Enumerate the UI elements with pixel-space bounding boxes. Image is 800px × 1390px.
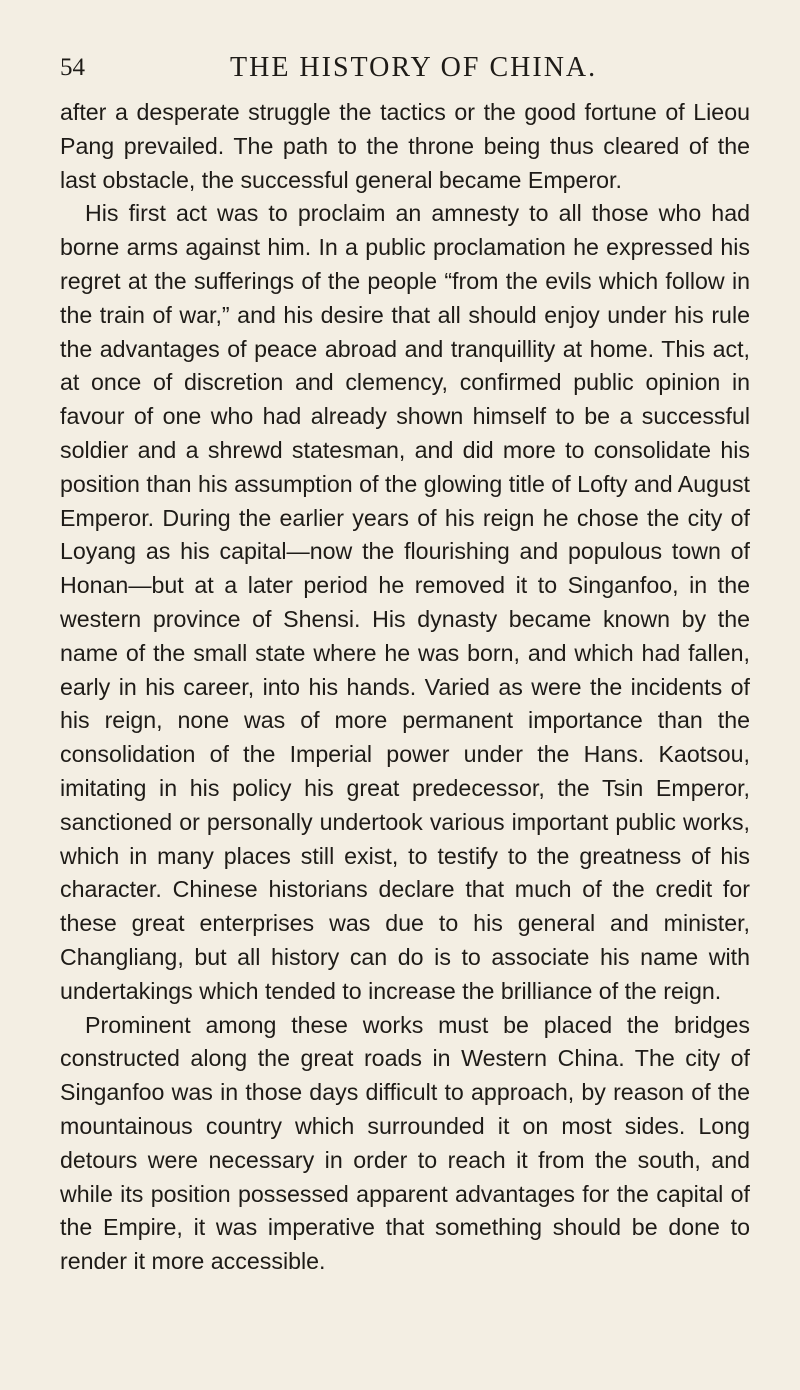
running-head bbox=[0, 48, 800, 88]
running-title: THE HISTORY OF CHINA. bbox=[230, 52, 598, 83]
paragraph-amnesty: His first act was to proclaim an amnesty to all those who had borne arms against him. In a public proclamation he expressed his regret at the sufferings of the people “from the evils which follow in the train of war,” and his desire that all should enjoy under his rule the advantages of peace abroad and tranquillity at home. This act, at once of discretion and clemency, confirmed public opinion in favour of one who had already shown himself to be a successful soldier and a shrewd statesman, and did more to consolidate his position than his assumption of the glowing title of Lofty and August Emperor. During the earlier years of his reign he chose the city of Loyang as his capital—now the flourishing and populous town of Honan—but at a later period he removed it to Singanfoo, in the western province of Shensi. His dynasty became known by the name of the small state where he was born, and which had fallen, early in his career, into his hands. Varied as were the incidents of his reign, none was of more permanent importance than the consolidation of the Imperial power under the Hans. Kaotsou, imitating in his policy his great predecessor, the Tsin Emperor, sanctioned or personally undertook various important public works, which in many places still exist, to testify to the greatness of his character. Chinese historians declare that much of the credit for these great enterprises was due to his general and minister, Changliang, but all history can do is to associate his name with undertakings which tended to increase the brilliance of the reign. bbox=[60, 200, 750, 1004]
body-text bbox=[60, 96, 750, 1279]
page-number: 54 bbox=[60, 54, 85, 81]
paragraph-continued: after a desperate struggle the tactics or the good fortune of Lieou Pang prevailed. The path to the throne being thus cleared of the last obstacle, the successful general became Emperor. bbox=[60, 99, 750, 193]
paragraph-bridges: Prominent among these works must be placed the bridges constructed along the great roads in Western China. The city of Singanfoo was in those days difficult to approach, by reason of the mountainous country which surrounded it on most sides. Long detours were necessary in order to reach it from the south, and while its position possessed apparent advantages for the capital of the Empire, it was imperative that something should be done to render it more accessible. bbox=[60, 1011, 750, 1275]
